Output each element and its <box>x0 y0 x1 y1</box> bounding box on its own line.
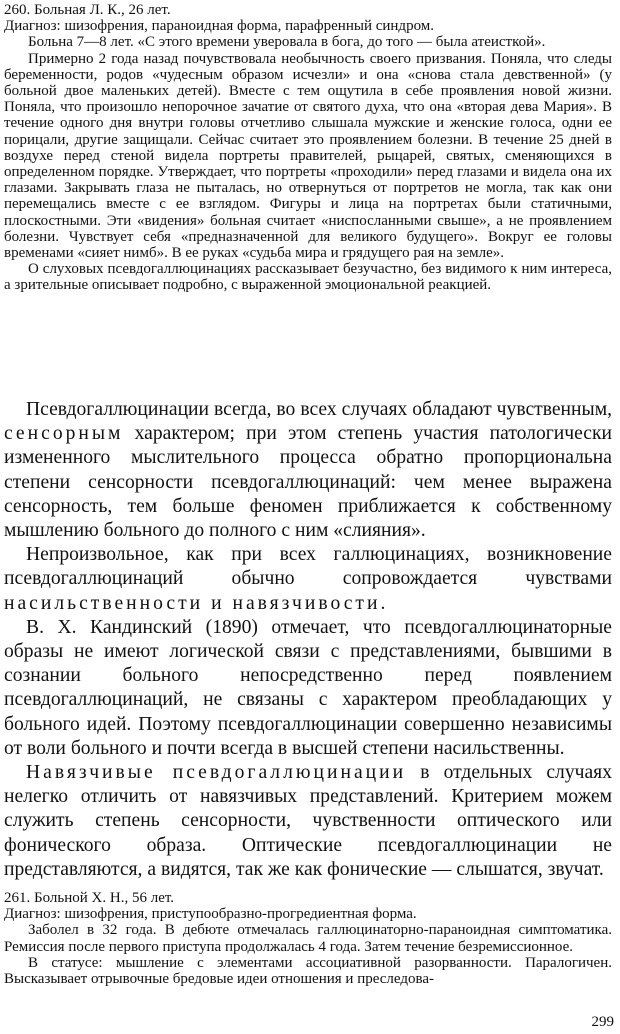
paragraph-1: Псевдогаллюцинации всегда, во всех случаях обладают чувственным, сенсорным характером; при этом степень участия патологически измененного мыслительного процесса обратно пропорциональна степени сенсорности псевдогаллюцинаций: чем менее выражена сенсорность, тем больше феномен приближается к собственному мышлению больного до полного с ним «слияния». <box>4 399 612 542</box>
case-260 <box>4 2 612 294</box>
case-heading: 261. Больной Х. Н., 56 лет. <box>4 890 175 906</box>
case-comment: О слуховых псевдогаллюцинациях рассказывает безучастно, без видимого к ним интереса, а зрительные описывает подробно, с выраженной эмоциональной реакцией. <box>4 261 612 294</box>
case-anamnesis: Больна 7—8 лет. «С этого времени уверовала в бога, до того — была атеисткой». <box>28 34 546 51</box>
case-diagnosis: Диагноз: шизофрения, параноидная форма, парафренный синдром. <box>4 18 435 35</box>
paragraph-3: В. Х. Кандинский (1890) отмечает, что псевдогаллюцинаторные образы не имеют логической связи с представлениями, бывшими в сознании больного непосредственно перед появлением псевдогаллюцинаций, не связаны с характером преобладающих у больного идей. Поэтому псевдогаллюцинации совершенно независимы от воли больного и почти всегда в высшей степени насильственны. <box>4 616 612 759</box>
page-number: 299 <box>591 1014 614 1030</box>
paragraph-4: Навязчивые псевдогаллюцинации в отдельных случаях нелегко отличить от навязчивых представлений. Критерием можем служить степень сенсорности, чувственности оптического или фонического образа. Оптические псевдогаллюцинации не представляются, а видятся, так же как фонические — слышатся, звучат. <box>4 762 612 880</box>
case-anamnesis: Заболел в 32 года. В дебюте отмечалась галлюцинаторно-параноидная симптоматика. Ремиссия после первого приступа продолжалась 4 года. Затем течение безремиссионное. <box>4 922 612 955</box>
main-text <box>4 398 612 882</box>
case-status: В статусе: мышление с элементами ассоциативной разорванности. Паралогичен. Высказывает отрывочные бредовые идеи отношения и преследова- <box>4 954 612 988</box>
case-261 <box>4 890 612 987</box>
spaced-term: сенсорным <box>4 423 124 445</box>
case-diagnosis: Диагноз: шизофрения, приступообразно-прогредиентная форма. <box>4 906 417 923</box>
case-account: Примерно 2 года назад почувствовала необычность своего призвания. Поняла, что следы беременности, родов «чудесным образом исчезли» и она «снова стала девственной» (у больной двое маленьких детей). Вместе с тем ощутила в себе проявления новой жизни. Поняла, что произошло непорочное зачатие от святого духа, что она «вторая дева Мария». В течение одного дня внутри головы отчетливо слышала мужские и женские голоса, одни ее порицали, другие защищали. Сейчас считает это проявлением болезни. В течение 25 дней в воздухе перед стеной видела портреты правителей, рыцарей, святых, сменяющихся в определенном порядке. Утверждает, что портреты «проходили» перед глазами и видела она их глазами. Закрывать глаза не пыталась, но отвернуться от портретов не могла, так как они перемещались вместе с ее взглядом. Фигуры и лица на портретах были статичными, плоскостными. Эти «видения» больная считает «ниспосланными свыше», а не проявлением болезни. Чувствует себя «предназначенной для великого будущего». Вокруг ее головы временами «сияет нимб». В ее руках «судьба мира и грядущего рая на земле». <box>4 50 612 262</box>
spaced-term: насильственности и навязчивости <box>4 592 381 614</box>
paragraph-2: Непроизвольное, как при всех галлюцинациях, возникновение псевдогаллюцинаций обычно сопровождается чувствами насильственности и навязчивости. <box>4 544 612 614</box>
spaced-term: Навязчивые псевдогаллюцинации <box>26 762 407 784</box>
case-heading: 260. Больная Л. К., 26 лет. <box>4 2 171 18</box>
